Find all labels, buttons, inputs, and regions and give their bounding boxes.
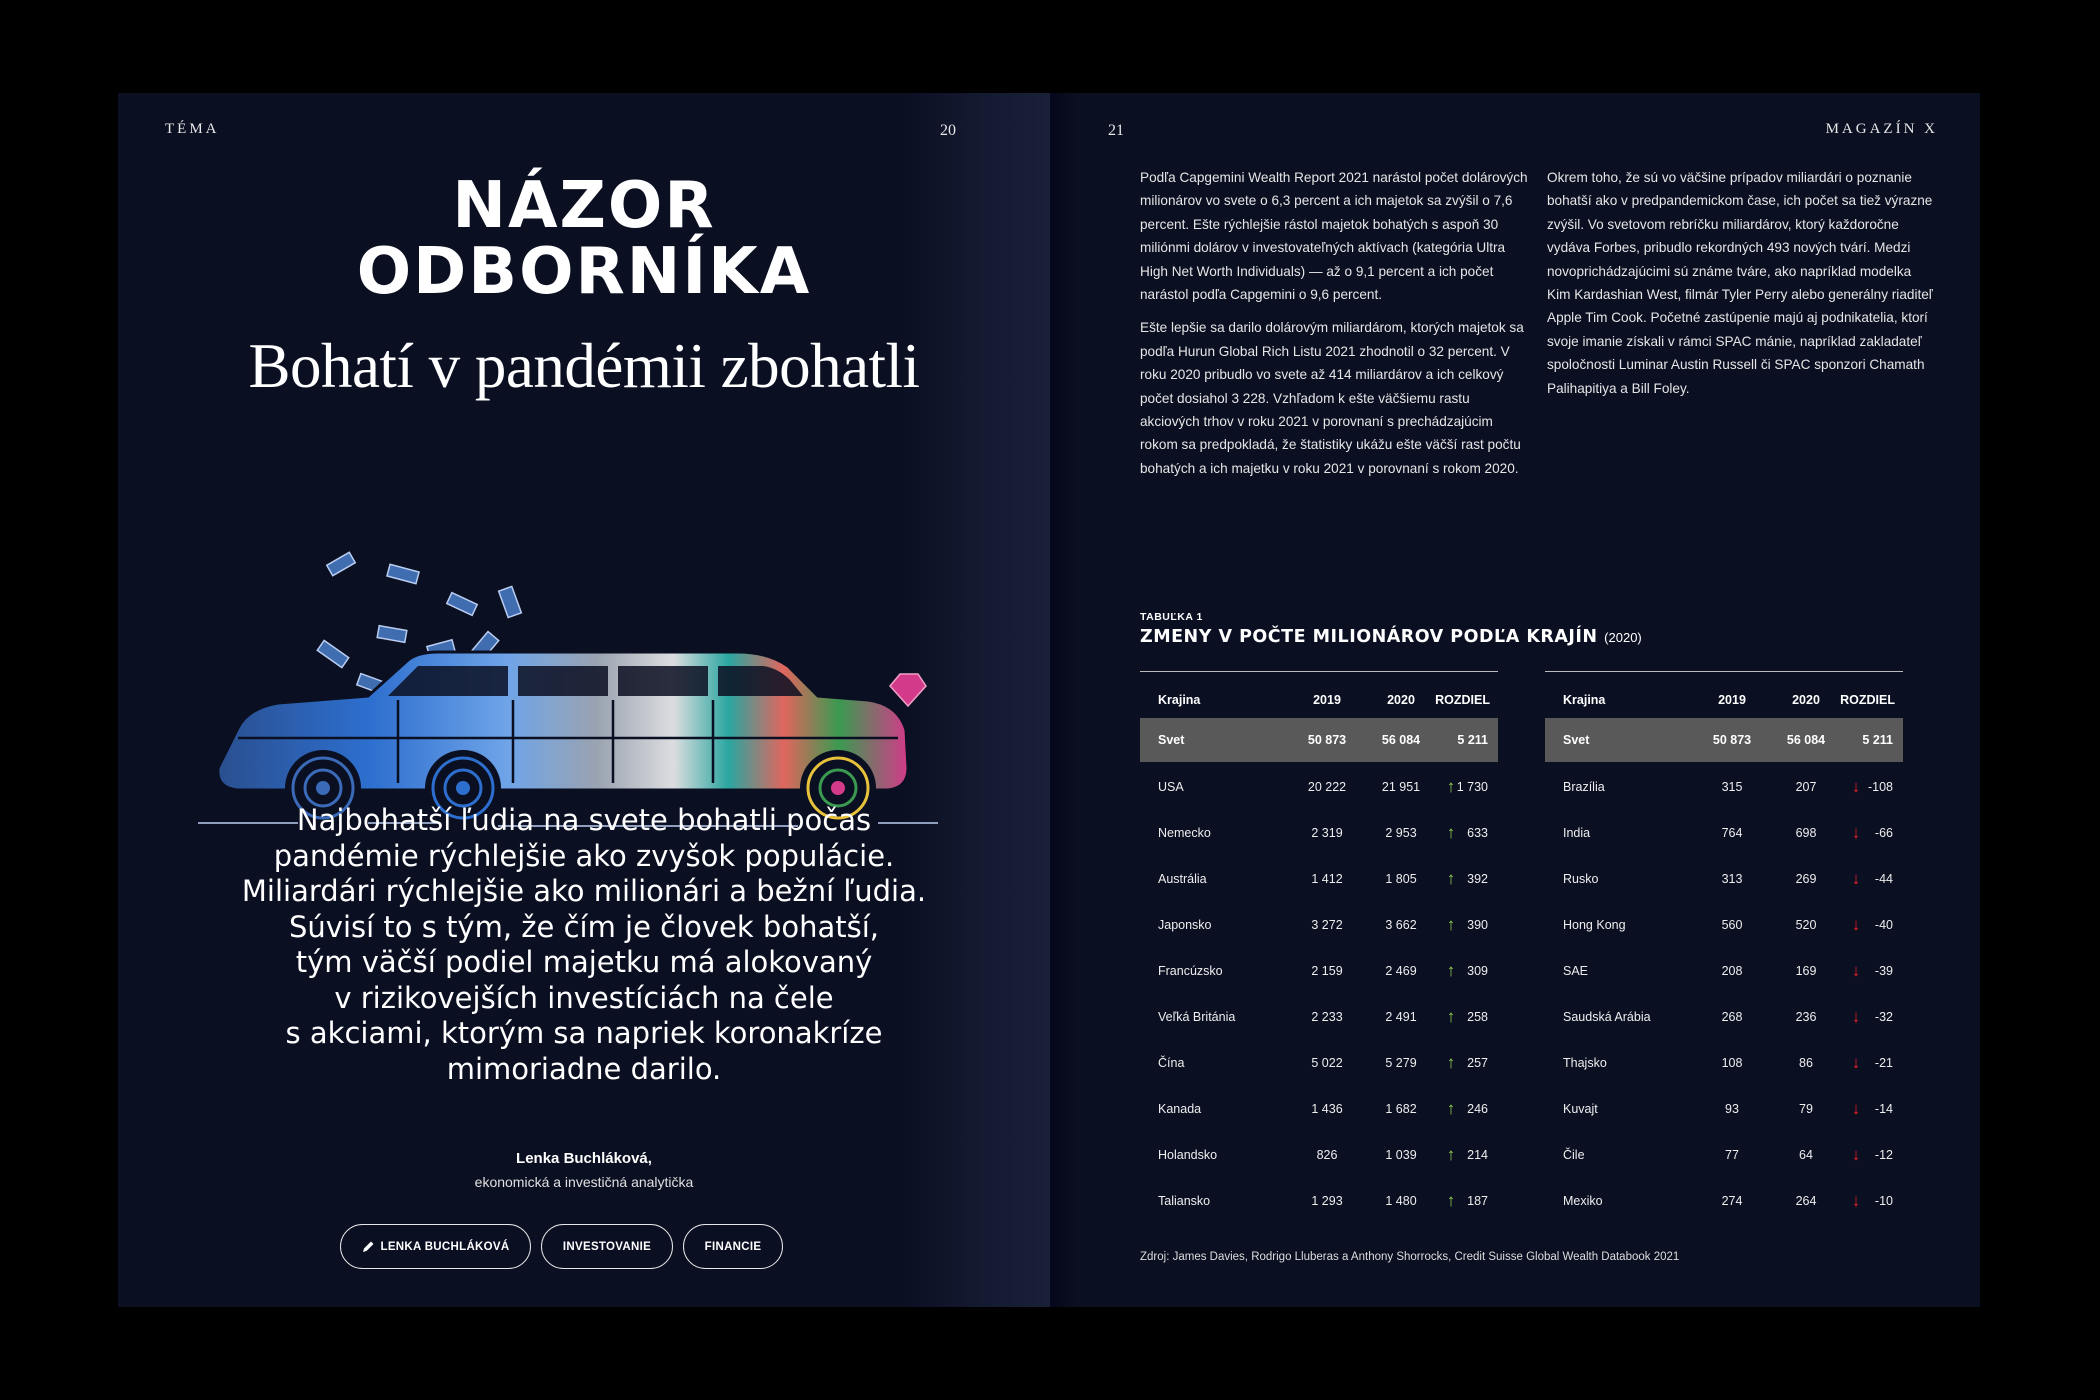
row-2020: 79: [1799, 1102, 1813, 1116]
running-head-left: TÉMA: [165, 121, 220, 137]
table-row: [1545, 1145, 1903, 1165]
table-world-row: [1545, 718, 1903, 762]
arrow-up-icon: ↑: [1446, 777, 1456, 796]
left-page: [118, 93, 1050, 1307]
row-diff: 390: [1467, 918, 1488, 932]
row-diff: 187: [1467, 1194, 1488, 1208]
table-title: [1140, 627, 1642, 647]
column-header-2020: 2020: [1387, 693, 1415, 707]
section-kicker: [118, 169, 1050, 309]
row-2020: 5 279: [1385, 1056, 1417, 1070]
row-2020: 1 039: [1385, 1148, 1417, 1162]
row-country: Čile: [1563, 1148, 1585, 1162]
table-label: TABUĽKA 1: [1140, 611, 1203, 623]
row-diff: -21: [1874, 1056, 1893, 1070]
table-row: [1140, 1145, 1498, 1165]
table-row: [1140, 823, 1498, 843]
arrow-up-icon: ↑: [1446, 1053, 1456, 1072]
column-header-diff: ROZDIEL: [1840, 693, 1895, 707]
arrow-up-icon: ↑: [1446, 1007, 1456, 1026]
row-2019: 2 319: [1311, 826, 1343, 840]
row-diff: -39: [1874, 964, 1893, 978]
quote-line: Súvisí to s tým, že čím je človek bohatší,: [289, 909, 879, 944]
row-diff: 214: [1467, 1148, 1488, 1162]
magazine-spread: [118, 93, 1980, 1307]
arrow-down-icon: ↓: [1851, 777, 1861, 796]
row-country: USA: [1158, 780, 1184, 794]
table-row: [1545, 1053, 1903, 1073]
table-world-row: [1140, 718, 1498, 762]
arrow-up-icon: ↑: [1446, 869, 1456, 888]
table-year: (2020): [1604, 630, 1642, 645]
limousine-illustration: [178, 438, 998, 858]
row-2019: 2 159: [1311, 964, 1343, 978]
body-column-1: [1140, 166, 1530, 490]
row-2020: 64: [1799, 1148, 1813, 1162]
right-page: [1050, 93, 1980, 1307]
row-2019: 93: [1725, 1102, 1739, 1116]
row-2019: 1 412: [1311, 872, 1343, 886]
tag-list: [340, 1224, 783, 1269]
table-row: [1545, 777, 1903, 797]
row-diff: -66: [1874, 826, 1893, 840]
row-2020: 1 805: [1385, 872, 1417, 886]
page-number-left: 20: [940, 122, 956, 139]
body-paragraph: Okrem toho, že sú vo väčšine prípadov miliardári o poznanie bohatší ako v predpandemickom čase, ich počet sa tiež výrazne zvýšil. Vo svetovom rebríčku miliardárov, ktorý každoročne vydáva Forbes, pribudlo rekordných 493 nových tvárí. Medzi novoprichádzajúcimi sú známe tváre, ako napríklad modelka Kim Kardashian West, filmár Tyler Perry alebo generálny riaditeľ Apple Tim Cook. Početné zastúpenie majú aj podnikatelia, ktorí svoje imanie získali v rámci SPAC mánie, napríklad zakladateľ spoločnosti Luminar Austin Russell či SPAC sponzori Chamath Palihapitiya a Bill Foley.: [1547, 170, 1933, 396]
tag-investovanie-label: INVESTOVANIE: [562, 1240, 652, 1253]
arrow-up-icon: ↑: [1446, 1099, 1456, 1118]
world-country: Svet: [1563, 733, 1590, 747]
arrow-down-icon: ↓: [1851, 869, 1861, 888]
article-headline: Bohatí v pandémii zbohatli: [248, 331, 920, 401]
row-diff: -40: [1874, 918, 1893, 932]
world-2019: 50 873: [1307, 733, 1347, 747]
running-head-right: MAGAZÍN X: [1825, 121, 1938, 137]
row-country: Čína: [1158, 1056, 1185, 1070]
table-row: [1140, 961, 1498, 981]
row-diff: -32: [1874, 1010, 1893, 1024]
row-2020: 86: [1799, 1056, 1813, 1070]
row-diff: 258: [1467, 1010, 1488, 1024]
table-row: [1545, 961, 1903, 981]
row-diff: 309: [1467, 964, 1488, 978]
row-2020: 21 951: [1381, 780, 1421, 794]
row-diff: -14: [1874, 1102, 1893, 1116]
arrow-down-icon: ↓: [1851, 961, 1861, 980]
quote-line: s akciami, ktorým sa napriek koronakríze: [285, 1016, 883, 1050]
row-2020: 520: [1795, 918, 1817, 932]
row-2020: 236: [1795, 1010, 1817, 1024]
row-country: Francúzsko: [1158, 964, 1223, 978]
row-2019: 1 436: [1311, 1102, 1343, 1116]
arrow-down-icon: ↓: [1851, 1099, 1861, 1118]
row-2019: 77: [1725, 1148, 1739, 1162]
kicker-line-1: NÁZOR: [452, 169, 716, 243]
quote-line: Miliardári rýchlejšie ako milionári a bežní ľudia.: [241, 874, 927, 908]
row-2019: 108: [1721, 1056, 1743, 1070]
row-country: Kuvajt: [1563, 1102, 1598, 1116]
row-2019: 274: [1721, 1194, 1743, 1208]
table-row: [1140, 1053, 1498, 1073]
page-number-right: 21: [1108, 122, 1124, 139]
arrow-up-icon: ↑: [1446, 1191, 1456, 1210]
row-diff: 246: [1467, 1102, 1488, 1116]
row-country: Holandsko: [1158, 1148, 1218, 1162]
table-row: [1545, 1191, 1903, 1211]
row-2020: 1 480: [1385, 1194, 1417, 1208]
quote-line: tým väčší podiel majetku má alokovaný: [295, 945, 873, 979]
table-right: [1545, 671, 1903, 1210]
row-2020: 2 953: [1385, 826, 1417, 840]
world-2020: 56 084: [1786, 733, 1826, 747]
column-header-country: Krajina: [1158, 693, 1201, 707]
row-2019: 2 233: [1311, 1010, 1343, 1024]
row-diff: 257: [1467, 1056, 1488, 1070]
table-header-row: [1545, 690, 1903, 710]
row-country: Japonsko: [1158, 918, 1212, 932]
row-diff: 392: [1467, 872, 1488, 886]
tag-author[interactable]: [340, 1224, 531, 1269]
column-header-2019: 2019: [1718, 693, 1746, 707]
row-2020: 169: [1795, 964, 1817, 978]
column-header-2020: 2020: [1792, 693, 1820, 707]
row-2020: 3 662: [1385, 918, 1417, 932]
row-2020: 2 469: [1385, 964, 1417, 978]
row-diff: 633: [1467, 826, 1488, 840]
table-row: [1545, 915, 1903, 935]
quote-line: v rizikovejších investíciách na čele: [334, 980, 834, 1015]
row-2019: 764: [1721, 826, 1743, 840]
arrow-up-icon: ↑: [1446, 823, 1456, 842]
row-country: Veľká Británia: [1158, 1010, 1236, 1024]
row-country: India: [1563, 826, 1591, 840]
row-2019: 268: [1721, 1010, 1743, 1024]
arrow-up-icon: ↑: [1446, 961, 1456, 980]
row-2019: 5 022: [1311, 1056, 1343, 1070]
table-row: [1140, 777, 1498, 797]
row-2020: 1 682: [1385, 1102, 1417, 1116]
pull-quote: [158, 803, 1010, 1087]
world-country: Svet: [1158, 733, 1185, 747]
body-column-2: [1547, 166, 1937, 410]
row-country: Saudská Arábia: [1563, 1010, 1651, 1024]
column-header-diff: ROZDIEL: [1435, 693, 1490, 707]
arrow-down-icon: ↓: [1851, 915, 1861, 934]
column-header-2019: 2019: [1313, 693, 1341, 707]
table-row: [1545, 1099, 1903, 1119]
row-diff: 1 730: [1456, 780, 1488, 794]
arrow-down-icon: ↓: [1851, 1007, 1861, 1026]
row-country: Rusko: [1563, 872, 1599, 886]
table-row: [1545, 869, 1903, 889]
tag-financie[interactable]: [683, 1224, 783, 1269]
table-row: [1545, 1007, 1903, 1027]
row-2019: 1 293: [1311, 1194, 1343, 1208]
row-2020: 264: [1795, 1194, 1817, 1208]
table-row: [1140, 1099, 1498, 1119]
column-header-country: Krajina: [1563, 693, 1606, 707]
world-diff: 5 211: [1457, 733, 1488, 747]
diamond-ornament: [890, 674, 926, 706]
world-2020: 56 084: [1381, 733, 1421, 747]
arrow-up-icon: ↑: [1446, 915, 1456, 934]
arrow-down-icon: ↓: [1851, 1053, 1861, 1072]
row-country: Hong Kong: [1563, 918, 1626, 932]
row-country: Thajsko: [1563, 1056, 1607, 1070]
author-name: Lenka Buchláková,: [516, 1150, 652, 1167]
table-header-row: [1140, 690, 1498, 710]
row-2019: 313: [1721, 872, 1743, 886]
row-country: Taliansko: [1158, 1194, 1211, 1208]
row-diff: -12: [1874, 1148, 1893, 1162]
arrow-down-icon: ↓: [1851, 1191, 1861, 1210]
row-2020: 698: [1795, 826, 1817, 840]
row-2019: 315: [1721, 780, 1743, 794]
row-country: Mexiko: [1563, 1194, 1603, 1208]
quote-line: Najbohatší ľudia na svete bohatli počas: [296, 803, 872, 837]
world-diff: 5 211: [1862, 733, 1893, 747]
row-diff: -10: [1874, 1194, 1893, 1208]
table-left: [1140, 671, 1498, 1210]
row-2020: 2 491: [1385, 1010, 1417, 1024]
row-country: Kanada: [1158, 1102, 1202, 1116]
kicker-line-2: ODBORNÍKA: [356, 235, 812, 309]
table-row: [1140, 869, 1498, 889]
row-country: Nemecko: [1158, 826, 1211, 840]
row-country: Brazília: [1563, 780, 1605, 794]
row-2019: 3 272: [1311, 918, 1343, 932]
row-2019: 208: [1721, 964, 1743, 978]
table-row: [1545, 823, 1903, 843]
body-paragraph: Ešte lepšie sa darilo dolárovým miliardárom, ktorých majetok sa podľa Hurun Global Rich Listu 2021 zhodnotil o 32 percent. V roku 2020 pribudlo vo svete až 414 miliardárov a ich celkový počet dosiahol 3 228. Vzhľadom k ešte väčšiemu rastu akciových trhov v roku 2021 v porovnaní s prechádzajúcim rokom sa predpokladá, že štatistiky ukážu ešte väčší rast počtu bohatých a ich majetku v roku 2021 v porovnaní s rokom 2020.: [1140, 320, 1524, 476]
world-2019: 50 873: [1712, 733, 1752, 747]
row-country: Austrália: [1158, 872, 1207, 886]
row-diff: -44: [1874, 872, 1893, 886]
quote-line: mimoriadne darilo.: [446, 1051, 722, 1086]
tag-investovanie[interactable]: [541, 1224, 673, 1269]
pencil-icon: [362, 1240, 375, 1253]
quote-line: pandémie rýchlejšie ako zvyšok populácie.: [273, 838, 895, 873]
row-2020: 207: [1795, 780, 1817, 794]
author-role: ekonomická a investičná analytička: [474, 1174, 694, 1190]
row-2020: 269: [1795, 872, 1817, 886]
table-source: Zdroj: James Davies, Rodrigo Lluberas a Anthony Shorrocks, Credit Suisse Global Wealth Databook 2021: [1140, 1251, 1680, 1263]
tag-financie-label: FINANCIE: [704, 1240, 762, 1253]
row-diff: -108: [1867, 780, 1893, 794]
row-2019: 826: [1316, 1148, 1338, 1162]
table-title-text: ZMENY V POČTE MILIONÁROV PODĽA KRAJÍN: [1140, 627, 1598, 647]
arrow-down-icon: ↓: [1851, 1145, 1861, 1164]
tag-author-label: LENKA BUCHLÁKOVÁ: [380, 1240, 510, 1253]
row-2019: 20 222: [1307, 780, 1347, 794]
row-country: SAE: [1563, 964, 1589, 978]
table-row: [1140, 915, 1498, 935]
table-row: [1140, 1007, 1498, 1027]
arrow-down-icon: ↓: [1851, 823, 1861, 842]
body-paragraph: Podľa Capgemini Wealth Report 2021 narástol počet dolárových milionárov vo svete o 6,3 percent a ich majetok sa zvýšil o 7,6 percent. Ešte rýchlejšie rástol majetok bohatých s aspoň 30 miliónmi dolárov v investovateľných aktívach (kategória Ultra High Net Worth Individuals) — až o 9,1 percent a ich počet narástol podľa Capgemini o 9,6 percent.: [1140, 170, 1528, 303]
arrow-up-icon: ↑: [1446, 1145, 1456, 1164]
table-row: [1140, 1191, 1498, 1211]
row-2019: 560: [1721, 918, 1743, 932]
